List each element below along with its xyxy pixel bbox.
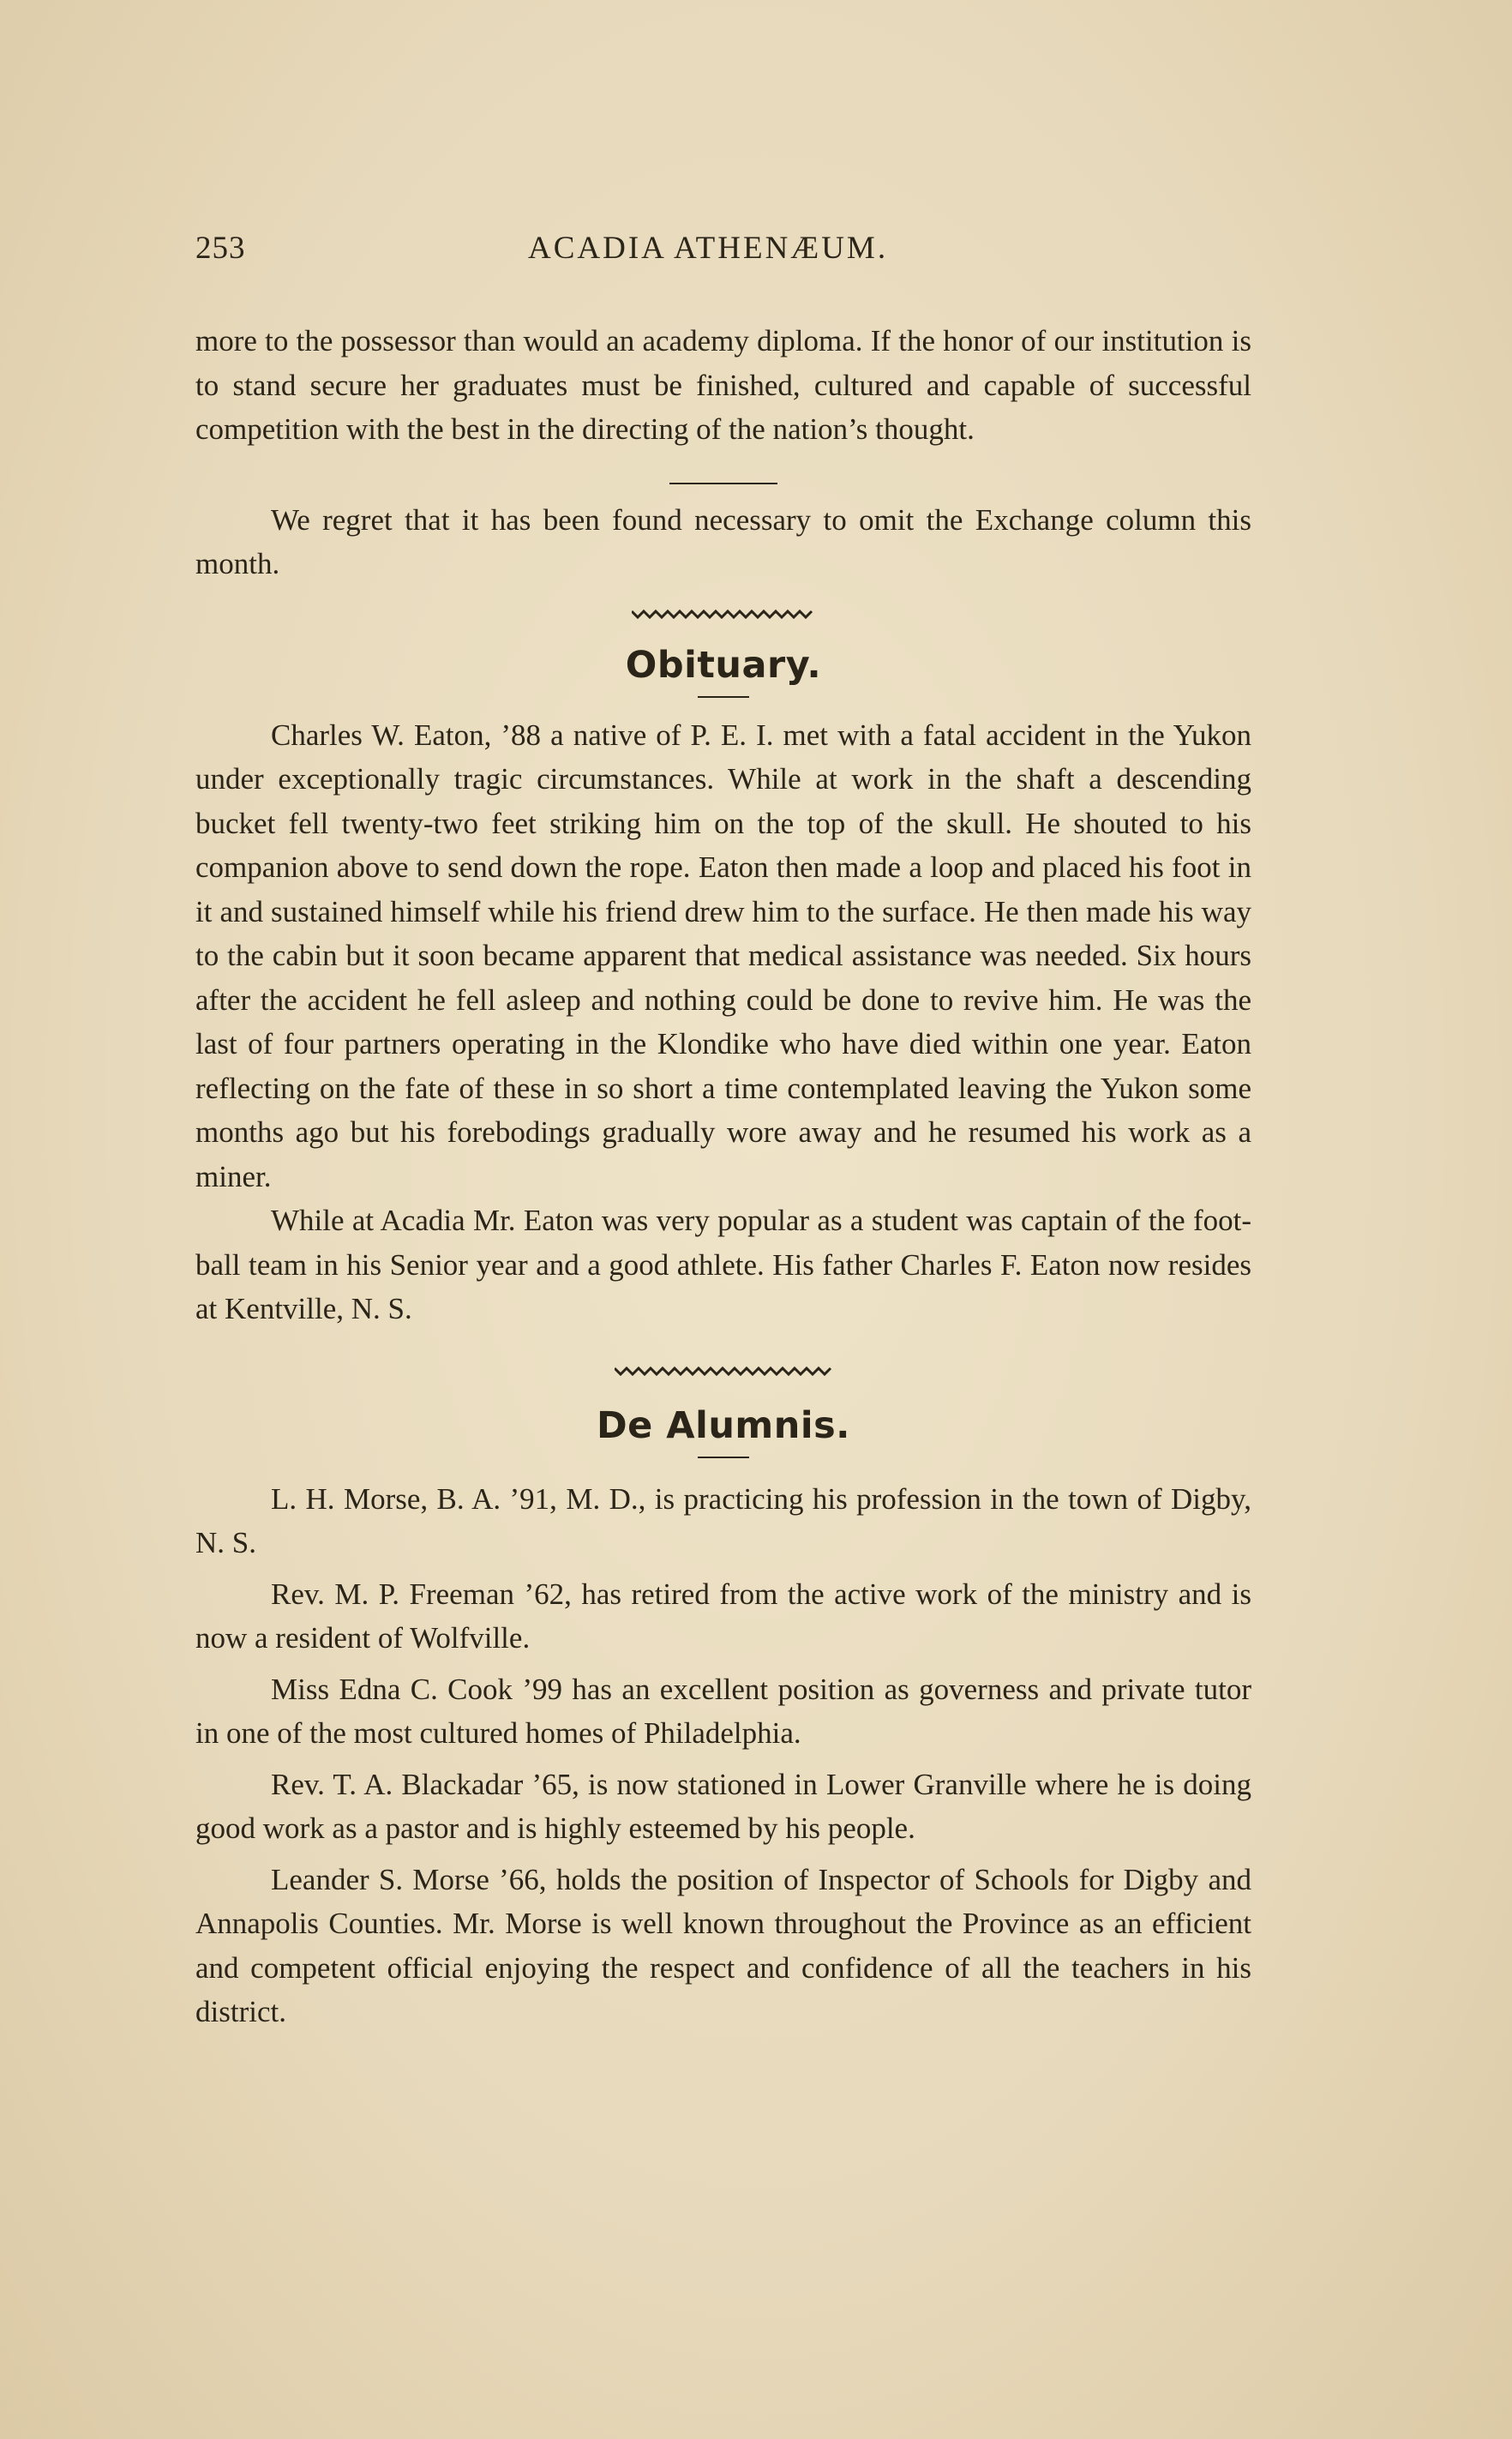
obituary-paragraph: Charles W. Eaton, ’88 a native of P. E. I. met with a fatal accident in the Yukon under exceptionally tragic circumstances. While at work in the shaft a descending bucket fell twenty-two feet striking him on the top of the skull. He shouted to his companion above to send down the rope. Eaton then made a loop and placed his foot in it and sustained himself while his friend drew him to the surface. He then made his way to the cabin but it soon became apparent that medical assistance was needed. Six hours after the accident he fell asleep and nothing could be done to revive him. He was the last of four partners operating in the Klondike who have died within one year. Eaton reflecting on the fate of these in so short a time contemplated leaving the Yukon some months ago but his forebodings gradually wore away and he resumed his work as a miner. bbox=[195, 718, 1251, 1193]
ornamental-divider bbox=[632, 609, 816, 619]
section-divider-rule bbox=[669, 483, 777, 484]
alumni-heading-rule bbox=[698, 1457, 749, 1458]
alumni-section bbox=[195, 1477, 1251, 2034]
alumni-entry: Leander S. Morse ’66, holds the position of Inspector of Schools for Digby and Annapolis Counties. Mr. Morse is well known throughout the Province as an efficient and competent official enjoying the respect and confidence of all the teachers in his district. bbox=[195, 1862, 1251, 2028]
ornamental-divider bbox=[615, 1366, 833, 1376]
exchange-notice-paragraph: We regret that it has been found necessary to omit the Exchange column this month. bbox=[195, 502, 1251, 580]
alumni-entry: L. H. Morse, B. A. ’91, M. D., is practicing his profession in the town of Digby, N. S. bbox=[195, 1481, 1251, 1559]
obituary-section bbox=[195, 713, 1251, 1331]
obituary-heading-rule bbox=[698, 696, 749, 698]
alumni-entry: Miss Edna C. Cook ’99 has an excellent position as governess and private tutor in one of the most cultured homes of Philadelphia. bbox=[195, 1672, 1251, 1750]
page-number: 253 bbox=[195, 231, 246, 266]
alumni-entry: Rev. T. A. Blackadar ’65, is now stationed in Lower Granville where he is doing good work as a pastor and is highly esteemed by his people. bbox=[195, 1767, 1251, 1845]
alumni-entry: Rev. M. P. Freeman ’62, has retired from the active work of the ministry and is now a resident of Wolfville. bbox=[195, 1577, 1251, 1655]
obituary-paragraph: While at Acadia Mr. Eaton was very popular as a student was captain of the foot-ball team in his Senior year and a good athlete. His father Charles F. Eaton now resides at Kentville, N. S. bbox=[195, 1204, 1251, 1325]
obituary-heading: Obituary. bbox=[625, 643, 822, 687]
alumni-heading: De Alumnis. bbox=[596, 1403, 851, 1447]
continued-paragraph: more to the possessor than would an academy diploma. If the honor of our institution is to stand secure her graduates must be finished, cultured and capable of successful competition with the best in the directing of the nation’s thought. bbox=[195, 324, 1251, 446]
page-header bbox=[195, 230, 1251, 273]
running-head: ACADIA ATHENÆUM. bbox=[528, 231, 889, 266]
page-body bbox=[195, 319, 1251, 2041]
